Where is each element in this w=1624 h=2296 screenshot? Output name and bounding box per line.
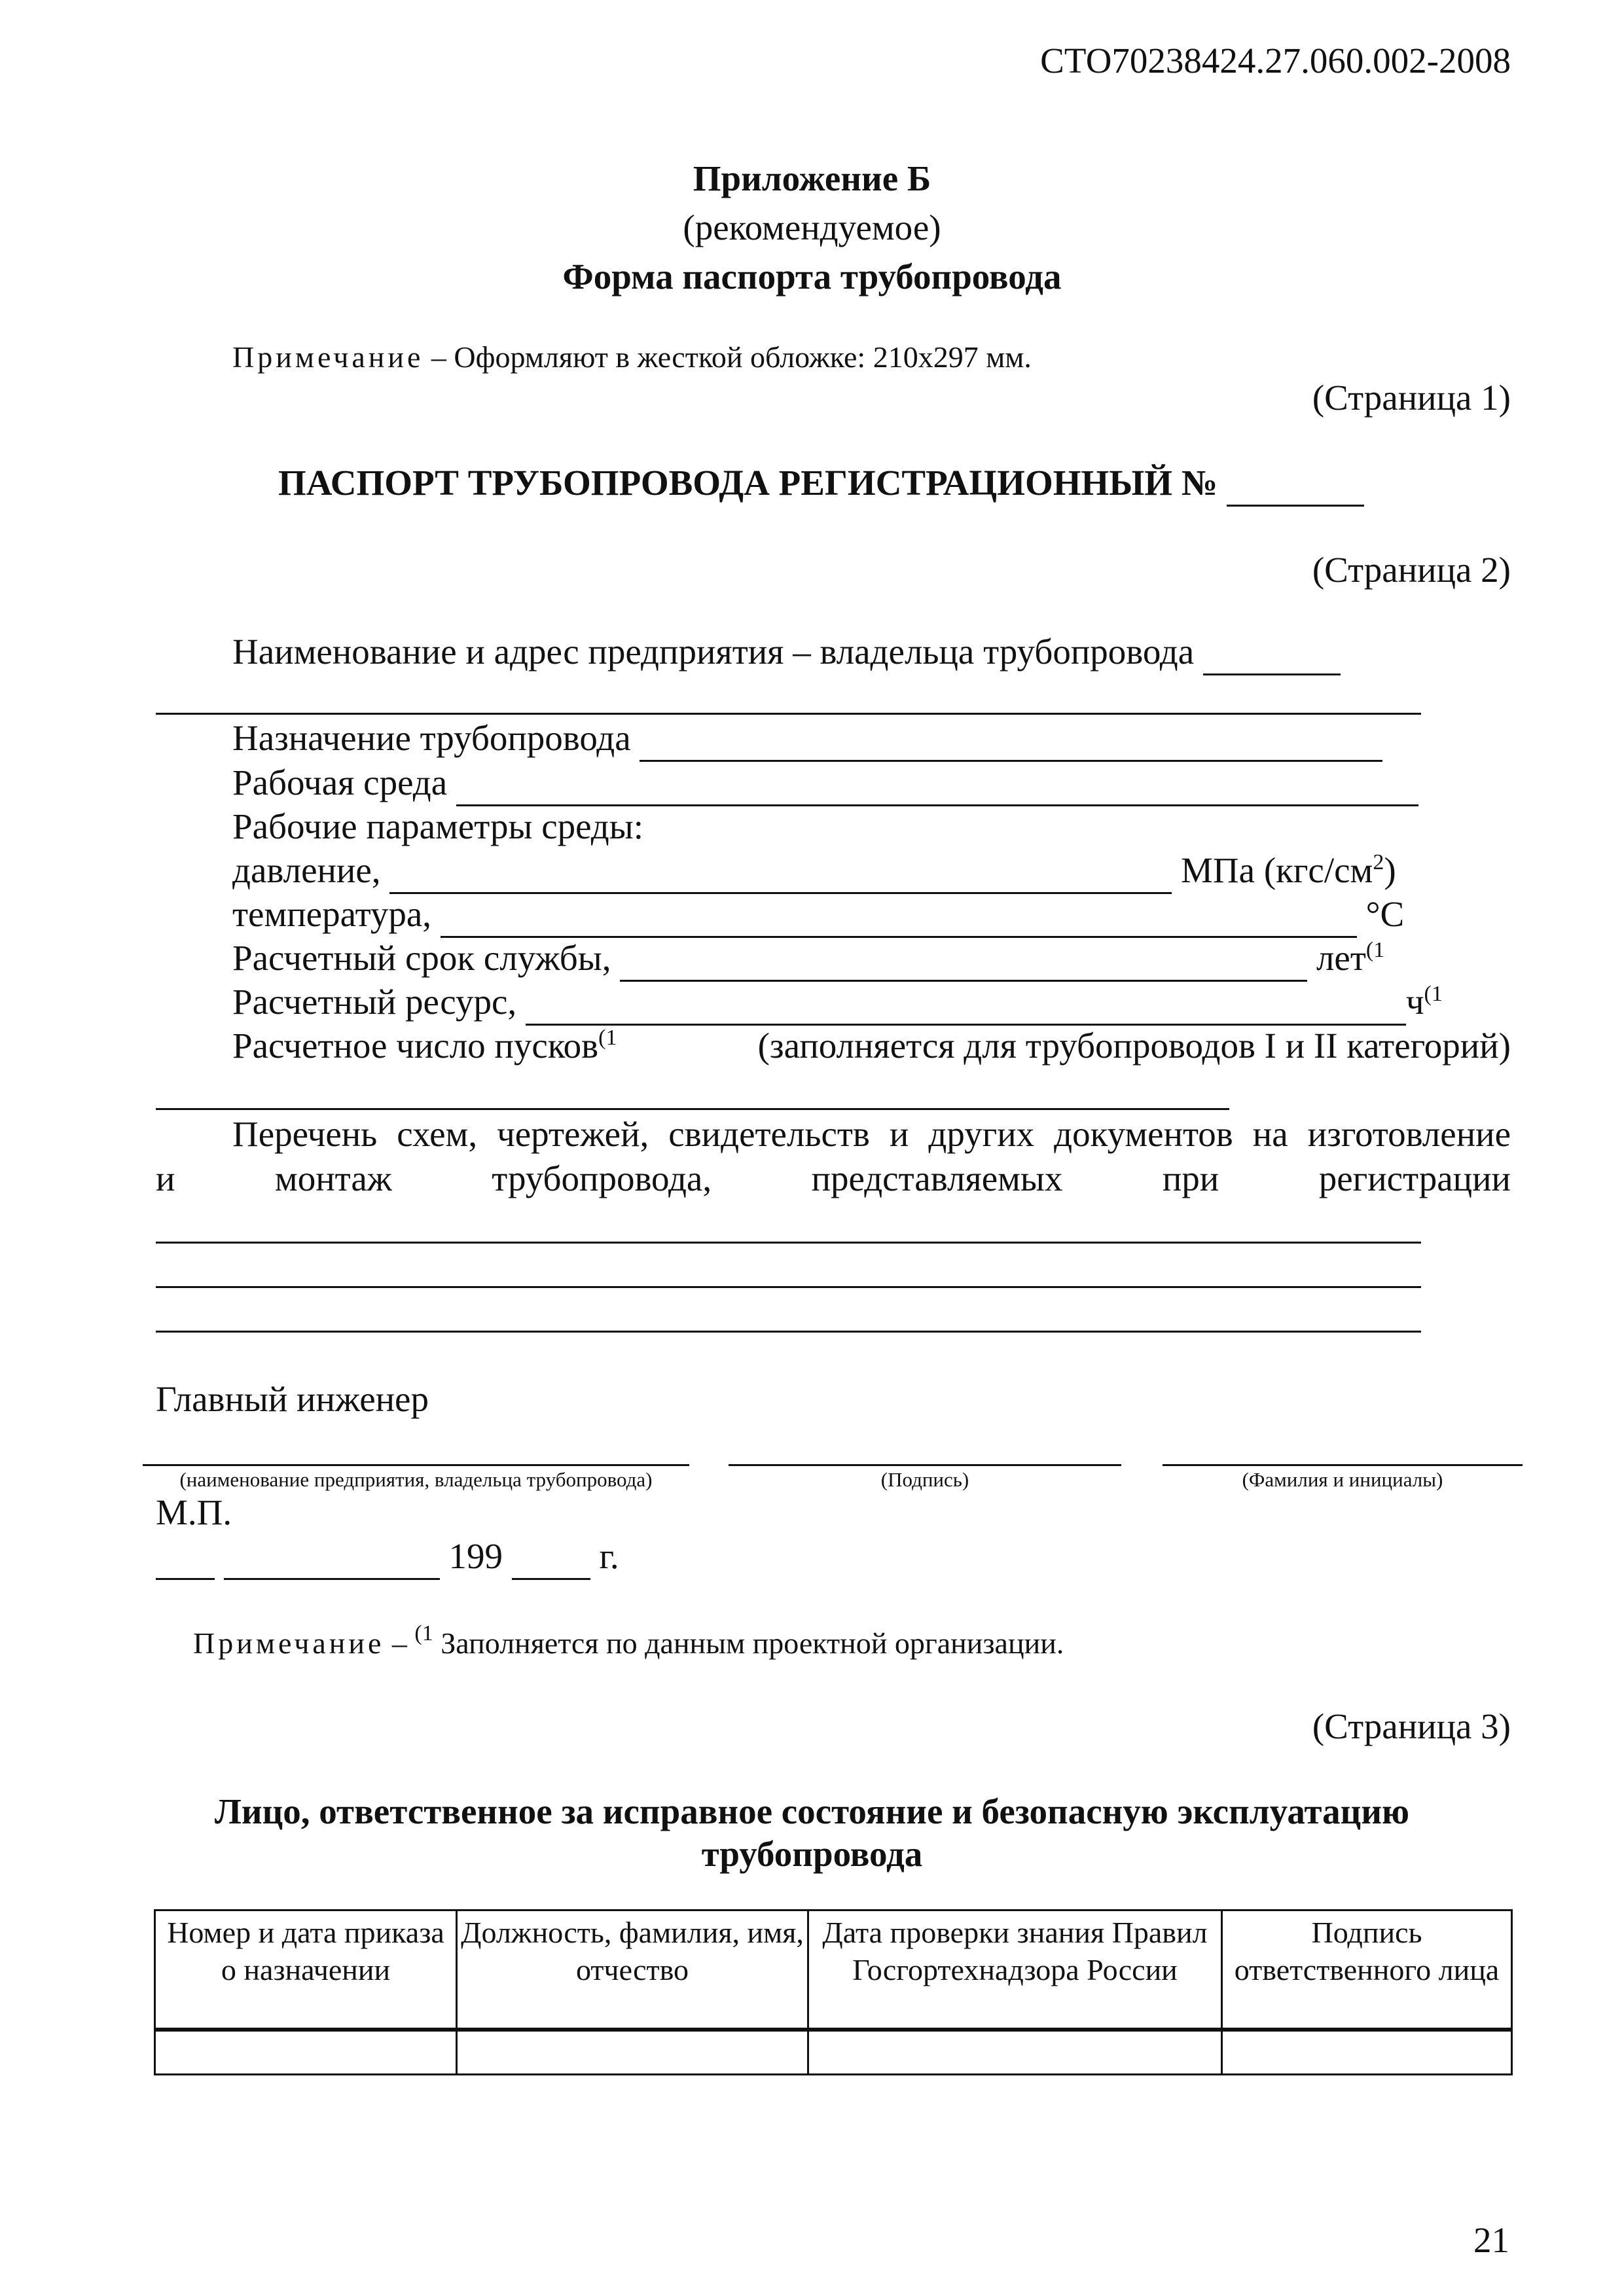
owner-row <box>232 630 1341 675</box>
docs-line-2-word: и <box>156 1158 175 1198</box>
footnote-note-text: Заполняется по данным проектной организации. <box>441 1626 1064 1660</box>
params-label: Рабочие параметры среды: <box>232 806 644 846</box>
docs-field-line-2[interactable] <box>156 1286 1421 1288</box>
table-header-row <box>155 1910 1512 2030</box>
footnote-note-dash: – <box>391 1626 407 1660</box>
docs-field-line-3[interactable] <box>156 1331 1421 1333</box>
caption-org: (наименование предприятия, владельца трубопровода) <box>179 1468 653 1491</box>
cover-note <box>232 339 1032 376</box>
caption-name: (Фамилия и инициалы) <box>1242 1468 1443 1491</box>
table-cell[interactable] <box>155 2030 457 2075</box>
purpose-field[interactable] <box>640 717 1382 762</box>
table-cell[interactable] <box>457 2030 808 2075</box>
pressure-field[interactable] <box>389 849 1172 894</box>
pressure-row <box>232 849 1396 894</box>
col-check-date: Дата проверки знания Правил Госгортехнадзора России <box>808 1910 1222 2030</box>
docs-line-2-word: монтаж <box>274 1158 392 1198</box>
signature-line[interactable] <box>729 1464 1121 1466</box>
date-year-field[interactable] <box>512 1535 590 1580</box>
medium-label: Рабочая среда <box>232 762 448 802</box>
passport-heading <box>278 461 1364 507</box>
document-code: СТО70238424.27.060.002-2008 <box>1040 41 1511 81</box>
name-line[interactable] <box>1163 1464 1523 1466</box>
pressure-label: давление, <box>232 850 381 890</box>
docs-line-2-word: представляемых <box>811 1158 1063 1198</box>
resource-unit: $ч^{(1}$ <box>1405 982 1443 1022</box>
starts-field-line[interactable] <box>156 1108 1229 1110</box>
registration-number-field[interactable] <box>1227 461 1364 507</box>
date-day-field[interactable] <box>156 1535 215 1580</box>
resource-label: Расчетный ресурс, <box>232 982 517 1022</box>
date-row <box>156 1535 619 1580</box>
service-life-unit: лет$^{(1}$ <box>1316 938 1385 978</box>
docs-line-2 <box>156 1157 1511 1200</box>
temperature-unit: °С <box>1365 894 1405 934</box>
cover-note-text: – Оформляют в жесткой обложке: 210х297 мм. <box>431 340 1032 374</box>
table-row <box>155 2030 1512 2075</box>
responsible-heading-line-2: трубопровода <box>701 1834 923 1874</box>
resource-row <box>232 980 1443 1026</box>
pressure-unit: МПа $(кгс/см^2)$ <box>1181 850 1396 890</box>
page-number: 21 <box>1473 2220 1509 2260</box>
responsible-table <box>154 1909 1513 2075</box>
stamp-place: М.П. <box>156 1492 232 1532</box>
appendix-title: Приложение Б <box>693 158 931 198</box>
col-full-name: Должность, фамилия, имя, отчество <box>457 1910 808 2030</box>
col-order: Номер и дата приказа о назначении <box>155 1910 457 2030</box>
caption-signature: (Подпись) <box>880 1468 969 1491</box>
form-title: Форма паспорта трубопровода <box>562 257 1062 296</box>
table-cell[interactable] <box>1222 2030 1512 2075</box>
date-month-field[interactable] <box>224 1535 440 1580</box>
service-life-field[interactable] <box>620 937 1307 982</box>
footnote-note <box>193 1621 1064 1662</box>
page2-label: (Страница 2) <box>1312 550 1511 590</box>
docs-line-2-word: при <box>1162 1158 1219 1198</box>
table-cell[interactable] <box>808 2030 1222 2075</box>
owner-label: Наименование и адрес предприятия – владельца трубопровода <box>232 632 1195 672</box>
col-signature: Подпись ответственного лица <box>1222 1910 1512 2030</box>
org-name-line[interactable] <box>143 1464 689 1466</box>
passport-heading-text: ПАСПОРТ ТРУБОПРОВОДА РЕГИСТРАЦИОННЫЙ № <box>278 463 1218 503</box>
page3-label: (Страница 3) <box>1312 1706 1511 1746</box>
starts-label: Расчетное число пусков$^{(1}$ <box>232 1026 617 1066</box>
owner-field[interactable] <box>1203 630 1341 675</box>
date-year-suffix: г. <box>599 1536 619 1576</box>
purpose-label: Назначение трубопровода <box>232 718 631 758</box>
docs-line-2-word: трубопровода, <box>492 1158 712 1198</box>
docs-line-2-word: регистрации <box>1318 1158 1511 1198</box>
responsible-heading-line-1: Лицо, ответственное за исправное состояние и безопасную эксплуатацию <box>214 1791 1410 1831</box>
temperature-row <box>232 893 1404 938</box>
service-life-row <box>232 937 1384 982</box>
resource-field[interactable] <box>526 980 1406 1026</box>
cover-note-label: Примечание <box>232 340 424 374</box>
temperature-label: температура, <box>232 894 432 934</box>
owner-field-line[interactable] <box>156 713 1421 715</box>
starts-row <box>232 1024 1511 1067</box>
docs-field-line-1[interactable] <box>156 1242 1421 1244</box>
temperature-field[interactable] <box>441 893 1357 938</box>
purpose-row <box>232 717 1382 762</box>
footnote-note-mark: (1 <box>414 1621 433 1645</box>
starts-note: (заполняется для трубопроводов I и II категорий) <box>757 1026 1511 1066</box>
date-year-prefix: 199 <box>448 1536 503 1576</box>
page1-label: (Страница 1) <box>1312 378 1511 418</box>
medium-row <box>232 761 1418 806</box>
signature-role: Главный инженер <box>156 1379 429 1419</box>
docs-line-1: Перечень схем, чертежей, свидетельств и других документов на изготовление <box>232 1114 1511 1154</box>
footnote-note-label: Примечание <box>193 1626 385 1660</box>
appendix-status: (рекомендуемое) <box>683 207 941 247</box>
service-life-label: Расчетный срок службы, <box>232 938 611 978</box>
medium-field[interactable] <box>456 761 1418 806</box>
